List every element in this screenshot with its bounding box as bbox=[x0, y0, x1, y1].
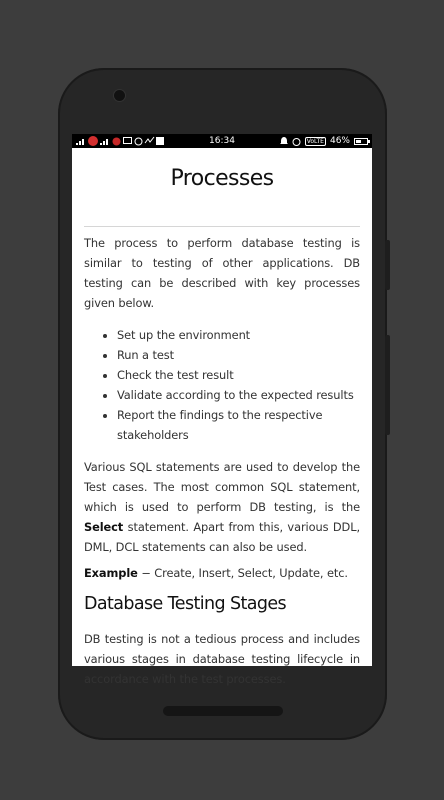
intro-paragraph: The process to perform database testing is similar to testing of other applications. DB testing can be described with key processes given below. bbox=[84, 236, 360, 310]
status-icons-right bbox=[280, 134, 368, 148]
article-content bbox=[84, 148, 360, 689]
example-paragraph bbox=[84, 563, 360, 583]
page-title: Processes bbox=[170, 166, 274, 191]
mute-icon bbox=[280, 137, 288, 146]
sql-text-after: statement. Apart from this, various DDL, DML, DCL statements can also be used. bbox=[84, 520, 360, 554]
front-camera bbox=[114, 90, 125, 101]
sql-paragraph bbox=[84, 457, 360, 557]
battery-percent: 46% bbox=[329, 136, 350, 146]
list-item: • Report the findings to the respective stakeholders bbox=[117, 405, 360, 445]
sql-text-before: Various SQL statements are used to develop the Test cases. The most common SQL statement, which is used to perform DB testing, is the bbox=[84, 460, 360, 514]
list-item: • Run a test bbox=[117, 345, 360, 365]
home-bar bbox=[163, 706, 283, 716]
screen bbox=[72, 134, 372, 686]
list-item: • Check the test result bbox=[117, 365, 360, 385]
section-heading: Database Testing Stages bbox=[84, 594, 287, 614]
volume-button bbox=[385, 240, 390, 290]
power-button bbox=[385, 335, 390, 435]
list-item: • Validate according to the expected results bbox=[117, 385, 360, 405]
title-divider bbox=[84, 226, 360, 227]
alarm-icon bbox=[292, 137, 301, 146]
example-text: − Create, Insert, Select, Update, etc. bbox=[137, 566, 348, 580]
status-bar bbox=[72, 134, 372, 148]
select-keyword: Select bbox=[84, 520, 124, 534]
example-label: Example bbox=[84, 566, 138, 580]
battery-icon bbox=[354, 138, 368, 145]
stages-paragraph: DB testing is not a tedious process and includes various stages in database testing lifecycle in accordance with the test processes. bbox=[84, 632, 360, 686]
status-time: 16:34 bbox=[209, 136, 235, 146]
volte-badge: VoLTE bbox=[306, 137, 324, 145]
list-item: • Set up the environment bbox=[117, 325, 360, 345]
process-list bbox=[84, 325, 360, 445]
